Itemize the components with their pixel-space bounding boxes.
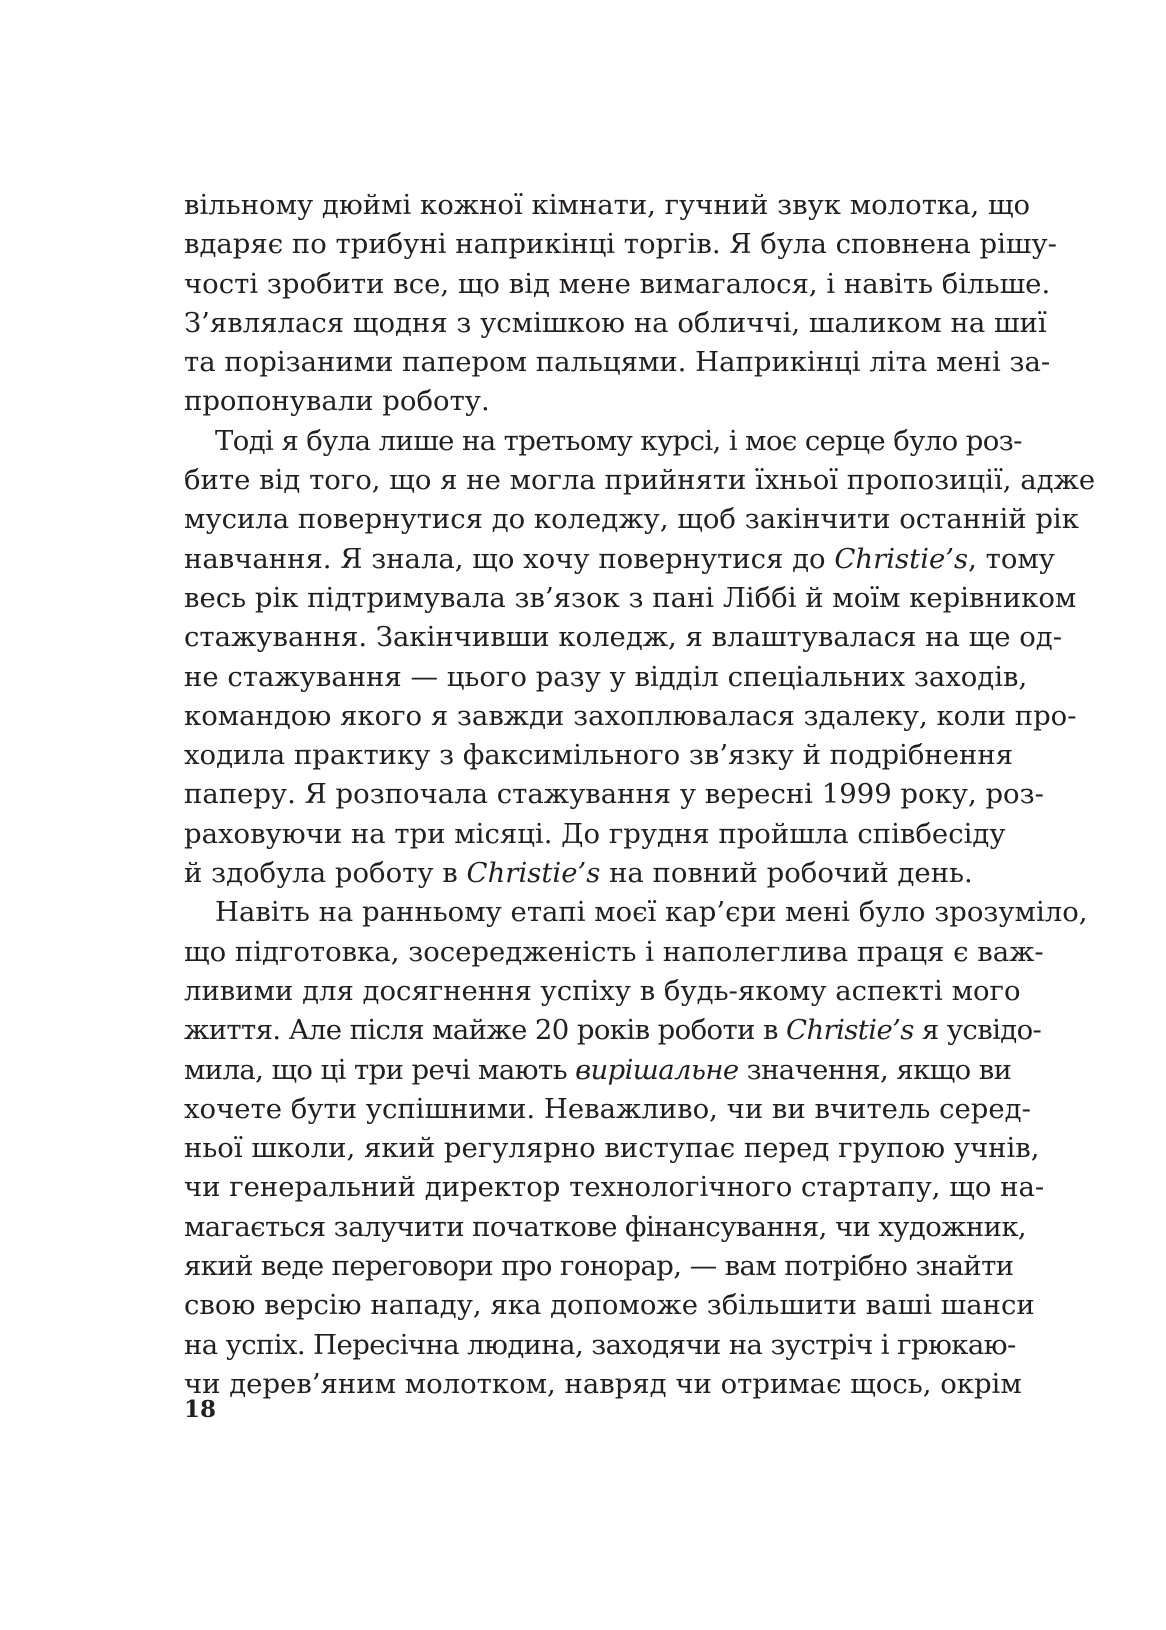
italic-text: Christie’s (466, 857, 601, 890)
page-number: 18 (184, 1396, 217, 1423)
text-line: й здобула роботу в Christie’s на повний робочий день. (184, 857, 973, 890)
text-line: чи генеральний директор технологічного стартапу, що на- (184, 1171, 1045, 1204)
italic-text: Christie’s (786, 1014, 914, 1047)
text-line: бите від того, що я не могла прийняти їхньої пропозиції, адже (184, 464, 1096, 497)
text-line: який веде переговори про гонорар, — вам потрібно знайти (184, 1250, 1014, 1283)
text-line: свою версію нападу, яка допоможе збільшити ваші шанси (184, 1289, 1035, 1322)
text-line: що підготовка, зосередженість і наполеглива праця є важ- (184, 935, 1044, 968)
text-line: ходила практику з факсимільного зв’язку й подрібнення (184, 739, 1014, 772)
italic-text: вирішальне (575, 1053, 739, 1086)
text-line: вільному дюймі кожної кімнати, гучний звук молотка, що (184, 189, 1031, 221)
text-line: командою якого я завжди захоплювалася здалеку, коли про- (184, 699, 1077, 732)
text-line: мила, що ці три речі мають вирішальне значення, якщо ви (184, 1053, 1012, 1086)
text-line: чості зробити все, що від мене вимагалося, і навіть більше. (184, 267, 1051, 300)
text-line: пропонували роботу. (184, 385, 490, 418)
text-line: З’являлася щодня з усмішкою на обличчі, шаликом на шиї (184, 306, 1047, 339)
paragraph (184, 186, 1057, 422)
text-line: Навіть на ранньому етапі моєї кар’єри мені було зрозуміло, (215, 896, 1088, 929)
text-line: вдаряє по трибуні наприкінці торгів. Я була сповнена рішу- (184, 228, 1057, 261)
text-line: навчання. Я знала, що хочу повернутися до Christie’s, тому (184, 542, 1055, 575)
text-line: раховуючи на три місяці. До грудня пройшла співбесіду (184, 817, 1006, 850)
text-line: хочете бути успішними. Неважливо, чи ви вчитель серед- (184, 1092, 1031, 1125)
paragraph (184, 422, 1096, 894)
text-line: на успіх. Пересічна людина, заходячи на зустріч і грюкаю- (184, 1328, 1016, 1361)
italic-text: Christie’s (834, 542, 969, 575)
text-line: життя. Але після майже 20 років роботи в Christie’s я усвідо- (184, 1014, 1042, 1047)
text-line: мусила повернутися до коледжу, щоб закінчити останній рік (184, 503, 1079, 536)
text-line: не стажування — цього разу у відділ спеціальних заходів, (184, 660, 1028, 693)
body-text (184, 186, 1096, 1404)
text-line: чи дерев’яним молотком, навряд чи отримає щось, окрім (184, 1367, 1022, 1400)
paragraph (184, 893, 1088, 1404)
text-line: ливими для досягнення успіху в будь-якому аспекті мого (184, 974, 1021, 1007)
text-line: та порізаними папером пальцями. Наприкінці літа мені за- (184, 346, 1051, 379)
text-line: стажування. Закінчивши коледж, я влаштувалася на ще од- (184, 621, 1062, 654)
text-line: магається залучити початкове фінансування, чи художник, (184, 1210, 1027, 1243)
text-line: ньої школи, який регулярно виступає перед групою учнів, (184, 1132, 1040, 1165)
text-line: паперу. Я розпочала стажування у вересні 1999 року, роз- (184, 778, 1044, 811)
text-line: весь рік підтримувала зв’язок з пані Ліббі й моїм керівником (184, 581, 1077, 614)
text-line: Тоді я була лише на третьому курсі, і моє серце було роз- (215, 424, 1022, 457)
